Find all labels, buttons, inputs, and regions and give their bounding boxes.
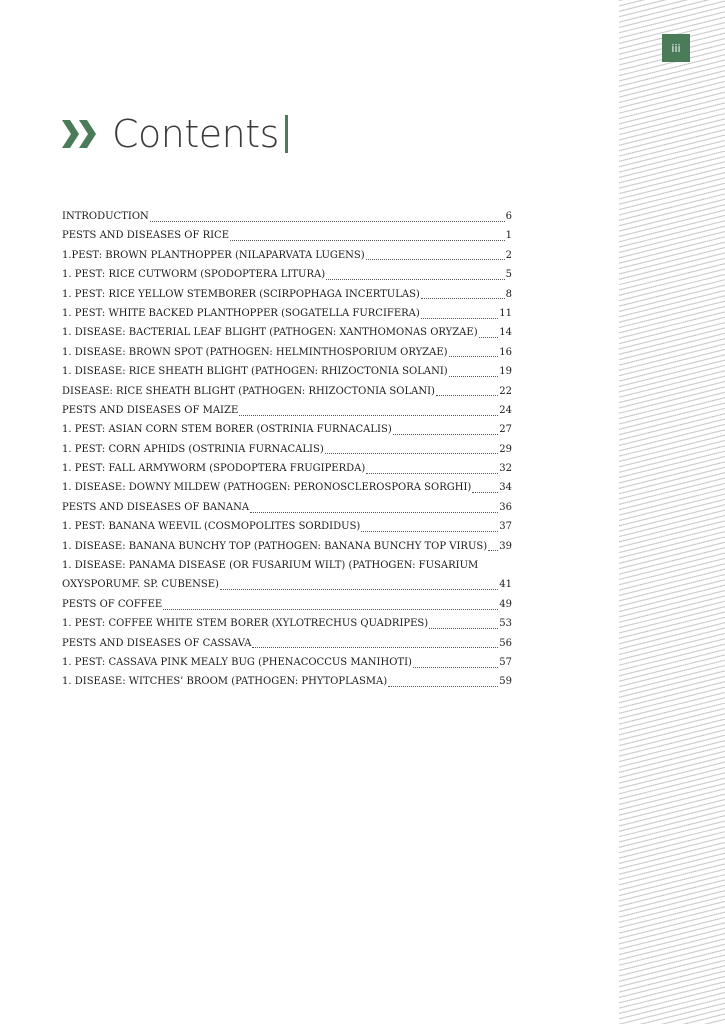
toc-entry[interactable]: [62, 634, 512, 653]
toc-dot-leader: [472, 491, 498, 493]
toc-dot-leader: [488, 549, 498, 551]
toc-entry-title: 1. PEST: BANANA WEEVIL (COSMOPOLITES SORDIDUS): [62, 521, 361, 533]
toc-entry-page: 19: [499, 366, 512, 378]
toc-entry[interactable]: [62, 478, 512, 497]
toc-entry[interactable]: [62, 440, 512, 459]
toc-entry[interactable]: [62, 595, 512, 614]
toc-dot-leader: [230, 239, 505, 241]
toc-dot-leader: [421, 297, 505, 299]
toc-dot-leader: [325, 452, 499, 454]
toc-entry-page: 11: [499, 307, 512, 319]
table-of-contents: [62, 207, 512, 692]
toc-entry-page: 24: [499, 404, 512, 416]
toc-entry-page: 56: [499, 637, 512, 649]
toc-entry[interactable]: [62, 226, 512, 245]
title-accent-bar: [285, 115, 288, 153]
toc-entry[interactable]: [62, 517, 512, 536]
toc-entry[interactable]: [62, 323, 512, 342]
toc-entry-title: 1.PEST: BROWN PLANTHOPPER (NILAPARVATA LUGENS): [62, 249, 365, 261]
toc-entry-page: 32: [499, 463, 512, 475]
toc-entry-title: PESTS OF COFFEE: [62, 598, 163, 610]
toc-dot-leader: [366, 472, 498, 474]
toc-dot-leader: [421, 317, 498, 319]
toc-entry[interactable]: [62, 556, 512, 595]
toc-entry-title: 1. PEST: ASIAN CORN STEM BORER (OSTRINIA FURNACALIS): [62, 424, 392, 436]
toc-entry-page: 29: [499, 443, 512, 455]
toc-dot-leader: [326, 278, 505, 280]
toc-entry-page: 16: [499, 346, 512, 358]
toc-entry[interactable]: [62, 285, 512, 304]
toc-entry[interactable]: [62, 537, 512, 556]
toc-dot-leader: [449, 375, 499, 377]
toc-entry-title: 1. DISEASE: PANAMA DISEASE (OR FUSARIUM WILT) (PATHOGEN: FUSARIUM: [62, 560, 479, 572]
toc-entry[interactable]: [62, 207, 512, 226]
toc-dot-leader: [479, 336, 499, 338]
toc-dot-leader: [436, 394, 498, 396]
toc-dot-leader: [252, 646, 498, 648]
page-number: iii: [671, 41, 681, 55]
toc-entry-title: 1. DISEASE: BROWN SPOT (PATHOGEN: HELMINTHOSPORIUM ORYZAE): [62, 346, 448, 358]
toc-entry-title: 1. PEST: CASSAVA PINK MEALY BUG (PHENACOCCUS MANIHOTI): [62, 657, 412, 668]
toc-entry[interactable]: [62, 304, 512, 323]
toc-entry[interactable]: [62, 401, 512, 420]
toc-entry[interactable]: [62, 498, 512, 517]
toc-entry-page: 2: [505, 249, 512, 261]
page-number-badge: [662, 34, 690, 62]
toc-entry-title: 1. DISEASE: DOWNY MILDEW (PATHOGEN: PERONOSCLEROSPORA SORGHI): [62, 482, 472, 494]
toc-dot-leader: [163, 608, 498, 610]
toc-entry-page: 57: [499, 657, 512, 668]
toc-entry[interactable]: [62, 653, 512, 672]
toc-entry-title: 1. DISEASE: RICE SHEATH BLIGHT (PATHOGEN: RHIZOCTONIA SOLANI): [62, 366, 448, 378]
toc-entry[interactable]: [62, 343, 512, 362]
double-chevron-right-icon: [62, 118, 98, 150]
toc-entry-page: 1: [505, 230, 512, 242]
toc-entry-page: 34: [499, 482, 512, 494]
toc-entry-page: 8: [505, 288, 512, 300]
toc-entry-title: PESTS AND DISEASES OF MAIZE: [62, 404, 239, 416]
toc-dot-leader: [239, 414, 498, 416]
toc-dot-leader: [393, 433, 499, 435]
page-title-text: Contents: [112, 112, 279, 156]
toc-dot-leader: [150, 220, 505, 222]
toc-dot-leader: [388, 685, 498, 687]
toc-dot-leader: [413, 666, 498, 668]
toc-entry-title: 1. PEST: COFFEE WHITE STEM BORER (XYLOTRECHUS QUADRIPES): [62, 618, 429, 630]
toc-entry-page: 14: [499, 327, 512, 339]
toc-entry-page: 39: [499, 540, 512, 552]
toc-entry[interactable]: [62, 362, 512, 381]
toc-entry-title: 1. PEST: RICE CUTWORM (SPODOPTERA LITURA): [62, 269, 326, 281]
toc-entry-title: 1. DISEASE: BACTERIAL LEAF BLIGHT (PATHOGEN: XANTHOMONAS ORYZAE): [62, 327, 478, 339]
toc-entry-page: 36: [499, 501, 512, 513]
toc-entry-title: 1. DISEASE: BANANA BUNCHY TOP (PATHOGEN: BANANA BUNCHY TOP VIRUS): [62, 540, 488, 552]
toc-entry-page: 22: [499, 385, 512, 397]
toc-entry-title: INTRODUCTION: [62, 211, 149, 222]
toc-entry-page: 5: [505, 269, 512, 281]
toc-entry[interactable]: [62, 382, 512, 401]
toc-entry-title: 1. PEST: WHITE BACKED PLANTHOPPER (SOGATELLA FURCIFERA): [62, 307, 420, 319]
toc-dot-leader: [429, 627, 498, 629]
toc-entry-title: PESTS AND DISEASES OF CASSAVA: [62, 637, 252, 649]
toc-entry[interactable]: [62, 246, 512, 265]
page-title: [62, 112, 288, 156]
toc-dot-leader: [250, 511, 498, 513]
toc-entry-title: PESTS AND DISEASES OF BANANA: [62, 501, 250, 513]
toc-entry[interactable]: [62, 614, 512, 633]
toc-entry[interactable]: [62, 420, 512, 439]
toc-entry-page: 27: [499, 424, 512, 436]
toc-entry-title: 1. DISEASE: WITCHES’ BROOM (PATHOGEN: PHYTOPLASMA): [62, 676, 388, 688]
toc-dot-leader: [366, 258, 505, 260]
toc-dot-leader: [449, 355, 499, 357]
toc-entry-page: 59: [499, 676, 512, 688]
toc-entry-title: 1. PEST: RICE YELLOW STEMBORER (SCIRPOPHAGA INCERTULAS): [62, 288, 420, 300]
toc-entry-page: 41: [499, 579, 512, 591]
toc-entry[interactable]: [62, 672, 512, 691]
toc-entry-title: 1. PEST: CORN APHIDS (OSTRINIA FURNACALIS): [62, 443, 324, 455]
toc-entry-page: 53: [499, 618, 512, 630]
toc-entry-title: 1. PEST: FALL ARMYWORM (SPODOPTERA FRUGIPERDA): [62, 463, 366, 475]
toc-dot-leader: [361, 530, 498, 532]
decorative-stripes: [619, 0, 725, 1024]
toc-entry-page: 37: [499, 521, 512, 533]
toc-entry-page: 49: [499, 598, 512, 610]
toc-dot-leader: [220, 588, 498, 590]
toc-entry-title-continued: OXYSPORUMF. SP. CUBENSE): [62, 579, 219, 591]
toc-entry[interactable]: [62, 265, 512, 284]
toc-entry-page: 6: [505, 211, 512, 222]
toc-entry[interactable]: [62, 459, 512, 478]
toc-entry-title: DISEASE: RICE SHEATH BLIGHT (PATHOGEN: RHIZOCTONIA SOLANI): [62, 385, 435, 397]
toc-entry-title: PESTS AND DISEASES OF RICE: [62, 230, 230, 242]
